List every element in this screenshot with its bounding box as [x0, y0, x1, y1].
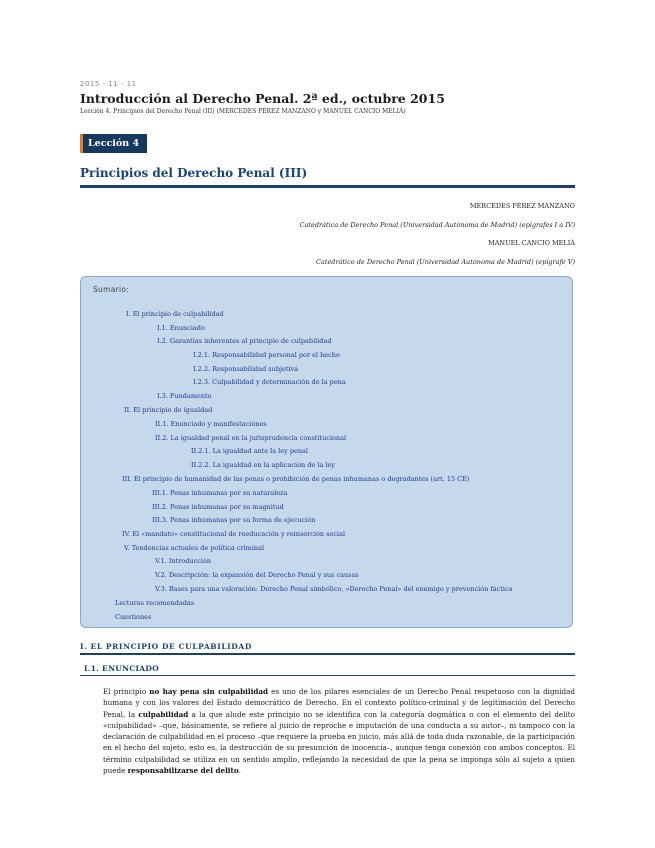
toc-link[interactable]: II.2.2. La igualdad en la aplicación de la ley [191, 461, 335, 469]
toc-link[interactable]: V.2. Descripción: la expansión del Derecho Penal y sus causas [155, 571, 359, 579]
toc-link[interactable]: I.2.1. Responsabilidad personal por el hecho [193, 351, 340, 359]
author-name: MERCEDES PÉREZ MANZANO [469, 202, 575, 210]
body-text: es uno de los pilares esenciales de un Derecho Penal respetuoso con la dignidad humana y con los valores del Estado democrático de Derecho. En el contexto político-criminal y de legitimación del Derecho Penal, la [103, 687, 575, 719]
subsection-heading: I.1. ENUNCIADO [84, 664, 160, 673]
section-rule [80, 653, 575, 655]
author-name: MANUEL CANCIO MELIÁ [488, 239, 575, 247]
author-role: Catedrática de Derecho Penal (Universidad Autónoma de Madrid) (epígrafes I a IV) [299, 221, 575, 229]
body-bold-text: culpabilidad [138, 709, 189, 719]
body-text: . [238, 766, 241, 776]
document-title: Introducción al Derecho Penal. 2ª ed., octubre 2015 [80, 91, 445, 106]
toc-link[interactable]: III.2. Penas inhumanas por su magnitud [152, 503, 284, 511]
document-date: 2015 - 11 - 11 [80, 80, 137, 88]
body-bold-text: responsabilizarse del delito [127, 766, 239, 776]
toc-link[interactable]: I.2.3. Culpabilidad y determinación de la pena [193, 378, 346, 386]
toc-link[interactable]: II.2.1. La igualdad ante la ley penal [191, 447, 308, 455]
toc-link[interactable]: II.2. La igualdad penal en la jurisprudencia constitucional [155, 434, 347, 442]
body-bold-text: no hay pena sin culpabilidad [149, 687, 269, 696]
toc-link[interactable]: III. El principio de humanidad de las penas o prohibición de penas inhumanas o degradantes (art. 15 CE) [122, 475, 470, 483]
lesson-title: Principios del Derecho Penal (III) [80, 166, 308, 180]
body-paragraph [103, 686, 575, 776]
toc-link[interactable]: IV. El «mandato» constitucional de reeducación y reinserción social [122, 530, 346, 538]
toc-link[interactable]: II.1. Enunciado y manifestaciones [155, 420, 267, 428]
toc-link[interactable]: V.3. Bases para una valoración: Derecho Penal simbólico, «Derecho Penal» del enemigo y prevención fáctica [155, 585, 513, 593]
toc-link[interactable]: I.3. Fundamento [157, 392, 212, 400]
section-heading: I. EL PRINCIPIO DE CULPABILIDAD [80, 642, 252, 651]
document-subtitle: Lección 4. Principios del Derecho Penal (III) (MERCEDES PÉREZ MANZANO y MANUEL CANCIO MELIÁ) [80, 108, 406, 115]
toc-link[interactable]: I.2.2. Responsabilidad subjetiva [193, 365, 299, 373]
lesson-title-rule [80, 185, 575, 188]
subsection-rule [80, 675, 575, 676]
author-role: Catedrático de Derecho Penal (Universidad Autónoma de Madrid) (epígrafe V) [315, 258, 575, 266]
toc-link[interactable]: I.1. Enunciado [157, 324, 205, 332]
body-text: El principio [103, 687, 150, 696]
toc-link[interactable]: I. El principio de culpabilidad [126, 310, 224, 318]
lesson-badge: Lección 4 [80, 134, 147, 153]
toc-link[interactable]: V.1. Introducción [155, 557, 212, 565]
summary-label: Sumario: [93, 285, 130, 294]
toc-link[interactable]: I.2. Garantías inherentes al principio de culpabilidad [157, 337, 332, 345]
body-text: a la que alude este principio no se identifica con la categoría dogmática o con el elemento del delito «culpabilidad» –que, básicamente, se refiere al juicio de reproche e imputación de una conducta a su autor–, ni tampoco con la declaración de culpabilidad en el proceso –que requiere la prueba en juicio, más allá de toda duda razonable, de la participación en el hecho del sujeto, esto es, la destrucción de su presunción de inocencia–, aunque tenga conexión con ambos conceptos. El término culpabilidad se utiliza en un sentido amplio, reflejando la necesidad de que la pena se imponga sólo al sujeto a quien puede [103, 709, 575, 776]
toc-link[interactable]: Lecturas recomendadas [115, 599, 195, 607]
toc-link[interactable]: II. El principio de igualdad [124, 406, 213, 414]
toc-link[interactable]: V. Tendencias actuales de política criminal [124, 544, 265, 552]
toc-link[interactable]: Cuestiones [115, 613, 152, 621]
toc-link[interactable]: III.1. Penas inhumanas por su naturaleza [152, 489, 288, 497]
toc-link[interactable]: III.3. Penas inhumanas por su forma de ejecución [152, 516, 316, 524]
